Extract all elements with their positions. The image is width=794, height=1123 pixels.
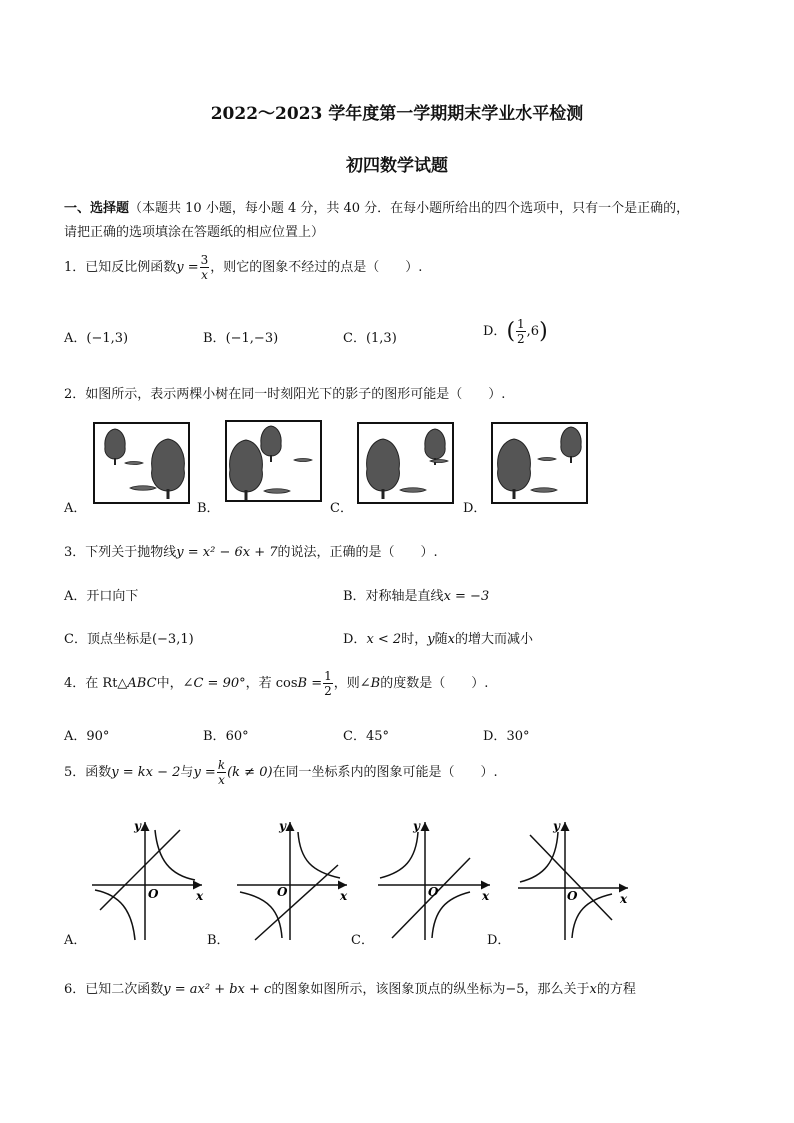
q2-d-small-shadow — [538, 458, 556, 461]
exam-subtitle: 初四数学试题 — [346, 156, 448, 176]
q2-label-b: B． — [197, 501, 220, 516]
q5-frac-num: k — [217, 758, 226, 772]
q4-c-eq: C = 90° — [193, 676, 246, 691]
q3-suffix: 的说法，正确的是（ ）. — [277, 545, 438, 560]
q3-d-prefix: D． — [343, 632, 367, 647]
q3-option-c — [64, 628, 194, 647]
section-note-1: （本题共 10 小题，每小题 4 分，共 40 分．在每小题所给出的四个选项中，只有一个是正确的， — [129, 201, 690, 216]
q1-fraction — [200, 254, 210, 281]
q5-c-origin: O — [428, 885, 439, 899]
question-6 — [64, 978, 636, 997]
q5-mid: 与 — [180, 765, 194, 780]
q6-prefix: 6．已知二次函数 — [64, 982, 164, 997]
q5-suffix: 在同一坐标系内的图象可能是（ ）. — [272, 765, 498, 780]
q5-a-origin: O — [148, 887, 159, 901]
q4-abc: ABC — [127, 676, 157, 691]
q4-d-label: D． — [483, 729, 507, 744]
question-1 — [64, 254, 422, 281]
question-3 — [64, 541, 438, 560]
question-2: 2．如图所示，表示两棵小树在同一时刻阳光下的影子的图形可能是（ ）. — [64, 387, 506, 402]
q3-option-a: A．开口向下 — [64, 589, 139, 604]
q4-frac-den: 2 — [324, 684, 332, 698]
q4-option-d — [483, 725, 529, 744]
q5-a-x: x — [196, 889, 204, 903]
q5-f1: y = kx − 2 — [111, 765, 181, 780]
q1-d-fraction — [516, 318, 526, 345]
q5-prefix: 5．函数 — [64, 765, 112, 780]
q4-option-c — [343, 725, 389, 744]
q3-b-expr: x = −3 — [443, 589, 490, 604]
q2-b-small-shadow — [294, 459, 312, 462]
q2-a-small-tree — [105, 429, 125, 465]
q5-d-origin: O — [567, 889, 578, 903]
section-heading-line1 — [64, 197, 689, 216]
q4-option-a — [64, 725, 109, 744]
q6-expr: y = ax² + bx + c — [163, 982, 272, 997]
q3-d-text1: 随 — [434, 632, 448, 647]
q4-c-value: 45° — [365, 729, 389, 744]
q2-c-small-shadow — [430, 460, 448, 463]
q3-c-expr: (−3,1) — [151, 632, 194, 647]
q3-b-prefix: B．对称轴是直线 — [343, 589, 444, 604]
q1-suffix: ，则它的图象不经过的点是（ ）. — [210, 260, 423, 275]
q2-label-c: C． — [330, 501, 353, 516]
q5-b-x: x — [340, 889, 348, 903]
q3-option-b — [343, 585, 489, 604]
question-5 — [64, 759, 498, 786]
q1-yeq: y = — [176, 260, 199, 275]
q2-d-big-tree — [498, 439, 531, 499]
q3-expr: y = x² − 6x + 7 — [176, 545, 278, 560]
exam-title: 2022～2023 学年度第一学期期末学业水平检测 — [210, 104, 584, 124]
q4-d-value: 30° — [506, 729, 530, 744]
q5-graphs — [0, 810, 794, 950]
question-4 — [64, 670, 488, 697]
q1-frac-num: 3 — [200, 253, 209, 267]
q5-f2: y = — [193, 765, 216, 780]
q5-graph-a — [92, 819, 204, 940]
q2-c-big-shadow — [400, 488, 426, 493]
q1-d-lparen: ( — [506, 319, 516, 344]
q5-b-origin: O — [277, 885, 288, 899]
q5-frac-den: x — [218, 773, 225, 787]
q5-c-y: y — [413, 819, 420, 833]
q2-b-small-tree — [261, 426, 281, 462]
q4-b-value: 60° — [225, 729, 249, 744]
q2-label-d: D． — [463, 501, 487, 516]
q6-value: −5 — [505, 982, 525, 997]
q3-d-x: x — [447, 632, 455, 647]
q4-mid1: 中，∠ — [156, 676, 194, 691]
q2-a-big-tree — [152, 439, 185, 499]
q4-b: B — [370, 676, 381, 691]
q3-option-d — [343, 628, 533, 647]
q2-b-big-tree — [230, 440, 263, 500]
q1-d-rparen: ) — [539, 319, 548, 344]
q5-fraction — [217, 759, 226, 786]
q1-c-label: C． — [343, 331, 366, 346]
q4-prefix: 4．在 Rt△ — [64, 676, 128, 691]
q4-a-value: 90° — [86, 729, 110, 744]
q4-c-label: C． — [343, 729, 366, 744]
q1-a-label: A． — [64, 331, 87, 346]
q1-d-rest: ,6 — [526, 324, 540, 339]
q4-option-b — [203, 725, 249, 744]
q5-label-a: A． — [64, 933, 87, 948]
q1-d-label: D． — [483, 324, 507, 339]
section-heading: 一、选择题 — [64, 201, 130, 216]
q5-a-y: y — [134, 819, 141, 833]
q3-prefix: 3．下列关于抛物线 — [64, 545, 177, 560]
q1-d-den: 2 — [517, 332, 525, 346]
q1-b-value: (−1,−3) — [225, 331, 279, 346]
q4-frac-num: 1 — [324, 669, 332, 683]
q6-mid2: ，那么关于 — [524, 982, 590, 997]
q2-a-small-shadow — [125, 462, 143, 465]
q5-graph-c — [378, 819, 490, 940]
q5-b-y: y — [279, 819, 286, 833]
q5-d-y: y — [553, 819, 560, 833]
q1-prefix: 1．已知反比例函数 — [64, 260, 177, 275]
q1-c-value: (1,3) — [365, 331, 397, 346]
q1-option-d — [483, 318, 548, 345]
q3-d-mid: 时， — [401, 632, 428, 647]
q4-fraction — [323, 670, 333, 697]
q2-b-big-shadow — [264, 489, 290, 494]
q6-suffix: 的方程 — [596, 982, 636, 997]
q2-a-big-shadow — [130, 486, 156, 491]
q3-d-y: y — [427, 632, 435, 647]
q5-graph-d — [518, 819, 628, 940]
q5-label-d: D． — [487, 933, 511, 948]
q1-b-label: B． — [203, 331, 226, 346]
q1-option-c — [343, 327, 397, 346]
q2-d-big-shadow — [531, 488, 557, 493]
q5-label-c: C． — [351, 933, 374, 948]
q1-frac-den: x — [201, 268, 208, 282]
q1-option-a — [64, 327, 128, 346]
q5-d-x: x — [620, 892, 628, 906]
q6-x: x — [589, 982, 597, 997]
q4-mid3: ，则∠ — [333, 676, 371, 691]
q4-b-eq: B = — [297, 676, 323, 691]
q5-c-x: x — [482, 889, 490, 903]
q2-d-small-tree — [561, 427, 581, 463]
q3-d-expr: x < 2 — [366, 632, 402, 647]
q5-label-b: B． — [207, 933, 230, 948]
q3-c-prefix: C．顶点坐标是 — [64, 632, 152, 647]
section-note-2: 请把正确的选项填涂在答题纸的相应位置上） — [64, 225, 325, 240]
q4-mid2: ，若 cos — [245, 676, 298, 691]
q2-label-a: A． — [64, 501, 87, 516]
q1-a-value: (−1,3) — [86, 331, 129, 346]
q4-b-label: B． — [203, 729, 226, 744]
q5-cond: (k ≠ 0) — [227, 765, 273, 780]
q6-mid: 的图象如图所示，该图象顶点的纵坐标为 — [271, 982, 506, 997]
q1-d-num: 1 — [517, 317, 525, 331]
q2-c-big-tree — [367, 439, 400, 499]
q1-option-b — [203, 327, 278, 346]
q2-figures — [0, 415, 794, 515]
q4-suffix: 的度数是（ ）. — [380, 676, 489, 691]
q4-a-label: A． — [64, 729, 87, 744]
q3-d-text2: 的增大而减小 — [454, 632, 533, 647]
q5-graph-b — [237, 819, 348, 940]
